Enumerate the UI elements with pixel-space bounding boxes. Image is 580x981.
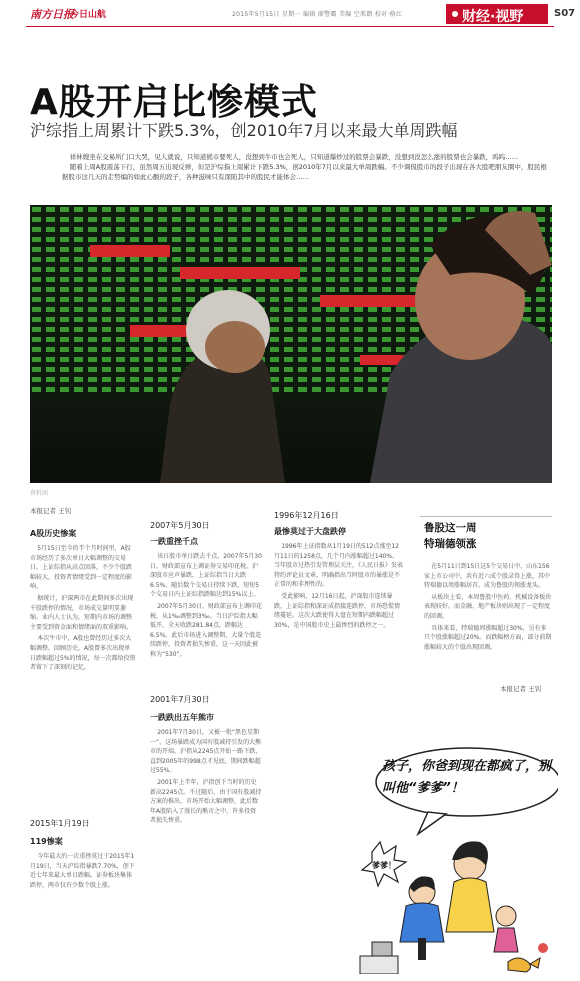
lede-paragraph: 祥林嫂坐在交易所门口大哭，见人就说，只知道熊市要死人，没想到牛市也会死人，只知道爆炒过的股票会暴跌，没想到没怎么涨的股票也会暴跌，呜呜…… xyxy=(69,153,519,161)
headline: A股开启比惨模式 xyxy=(30,82,318,123)
date-editor-line: 2015年5月15日 星期一 编辑 廖警霸 美编 空邢朗 校对·格红 xyxy=(232,11,403,18)
paragraph: 1996年上证指数从1月19日的512点涨至12月11日的1258点，几个月内涨幅超过140%。当年股市过热引发管理层关注，《人民日报》发表特约评论员文章，明确指出当时股市的暴涨是不正常的和非理性的。 xyxy=(274,543,404,589)
event-date: 2007年5月30日 xyxy=(150,521,210,530)
paragraph: 2001年7月30日，又被一批“黑色星期一”，这场暴跌成为国有股减持引发的大熊市的开端。沪指从2245点开始一路下跌，直到2005年的998点才见底，期间跌幅超过55%。 xyxy=(150,729,262,775)
paragraph: 从板块上看，本周鲁股中医药、机械设备板块表现较好，而金融、地产板块则出现了一定程度的回调。 xyxy=(424,593,552,620)
cartoon-illustration xyxy=(358,742,558,974)
paragraph: 具体来看，特瑞德周涨幅超过30%，另有多只个股涨幅超过20%。而跌幅榜方面，部分前期涨幅较大的个股出现回调。 xyxy=(424,624,552,651)
stock-board-photo xyxy=(30,205,552,483)
column-text xyxy=(274,542,404,742)
paragraph: 受此影响，12月16日起，沪深股市连续暴跌，上证综指和深证成指接连跌停，市场恐慌情绪蔓延。这次大跌使得大盘在短期内跌幅超过30%，是中国股市史上最惨烈的跌停之一。 xyxy=(274,592,401,629)
masthead-rule xyxy=(26,26,554,27)
column-text xyxy=(30,544,136,814)
column-text xyxy=(30,852,136,976)
cartoon-drawing xyxy=(358,742,558,974)
lead-photo xyxy=(30,205,552,483)
column-heading: 119惨案 xyxy=(30,837,63,846)
sidebar-text xyxy=(424,562,552,672)
page-number: S07 xyxy=(554,8,576,19)
column-heading: A股历史惨案 xyxy=(30,529,77,538)
paragraph: 该日股市单日跌去千点，2007年5月30日，财政部宣布上调证券交易印花税，沪深股市应声暴跌，上证综指当日大跌6.5%，随后数个交易日持续下跌，短短5个交易日内上证综指跌幅达到15%以上。 xyxy=(150,553,262,599)
sidebar-rule xyxy=(420,516,552,517)
paragraph: 2001年上半年，沪指创下当时的历史新高2245点。不过随后，由于国有股减持方案的推出，市场开始大幅调整，此后数年A股陷入了漫长的熊市之中，许多投资者损失惨重。 xyxy=(150,778,262,825)
column-heading: 一跌跌出五年熊市 xyxy=(150,713,214,722)
photo-caption: 资料图 xyxy=(30,490,49,497)
column-heading: 最惨莫过于大盘跌停 xyxy=(274,527,346,536)
column-heading: 一跌重挫千点 xyxy=(150,537,198,546)
lede xyxy=(62,152,552,182)
section-banner xyxy=(446,4,548,24)
byline: 本报记者 王钊 xyxy=(500,685,542,693)
edition-label: 今日山航 xyxy=(70,10,107,20)
lede-paragraph: 随着上周A股震荡下行，虽然周五出现反弹，但是沪综指上周累计下跌5.3%，创2010年7月以来最大单周跌幅。不少调侃股市的段子出现在各大股吧朋友圈中，股民根据股市这几天的走势编的如此心酸的段子，各种滋味只有深陷其中的股民才能体会…… xyxy=(62,163,547,181)
paragraph: 据统计，沪深两市在此期间多次出现千股跌停的情况，市场成交量明显萎缩。业内人士认为，短期内市场的调整主要受到资金面和情绪面的双重影响。 xyxy=(30,594,134,631)
masthead xyxy=(0,0,580,26)
paragraph: 5月15日至今的半个月时间里，A股市场经历了多次单日大幅调整的交易日。上证综指从高点回落，不少个股跌幅较大，投资者情绪受到一定程度的影响。 xyxy=(30,545,133,591)
column-text xyxy=(150,728,262,976)
section-name: 财经·视野 xyxy=(462,9,524,25)
sidebar-title xyxy=(424,520,477,552)
speech-bubble-text: 孩子，你爸到现在都疯了，别叫他“爹爹”！ xyxy=(382,759,552,796)
paragraph: 在5月11日到15日这5个交易日中，山东156家上市公司中，共有近六成个股录得上涨，其中特瑞德以周涨幅居首，成为鲁股的领涨龙头。 xyxy=(424,563,551,590)
paragraph: 2007年5月30日，财政部宣布上调印花税，从1‰调整到3‰。当日沪综指大幅低开，全天收跌281.84点，跌幅达6.5%。此后市场进入调整期，大量个股连续跌停，投资者损失惨重，这一天因此被称为“530”。 xyxy=(150,602,262,658)
column-text xyxy=(150,552,262,676)
subheadline: 沪综指上周累计下跌5.3%，创2010年7月以来最大单周跌幅 xyxy=(30,121,458,140)
sidebar-title-line: 特瑞德领涨 xyxy=(424,538,477,550)
bullet-icon xyxy=(452,11,458,17)
byline: 本报记者 王钊 xyxy=(30,507,72,515)
paragraph: 本次牛市中，A股也曾经历过多次大幅调整。回顾历史，A股曾多次出现单日跌幅超过5%的情况，每一次都给投资者留下了深刻的记忆。 xyxy=(30,635,136,672)
shout-text: 爹爹！ xyxy=(372,861,396,870)
event-date: 1996年12月16日 xyxy=(274,511,339,520)
event-date: 2015年1月19日 xyxy=(30,819,90,828)
event-date: 2001年7月30日 xyxy=(150,695,210,704)
newspaper-logo: 南方日报 xyxy=(30,8,74,21)
sidebar-title-line: 鲁股这一周 xyxy=(424,522,477,534)
paragraph: 今年最大的一次重挫莫过于2015年1月19日，当天沪综指暴跌7.70%，创下近七年来最大单日跌幅。证券板块集体跌停，两市仅有少数个股上涨。 xyxy=(30,853,135,889)
